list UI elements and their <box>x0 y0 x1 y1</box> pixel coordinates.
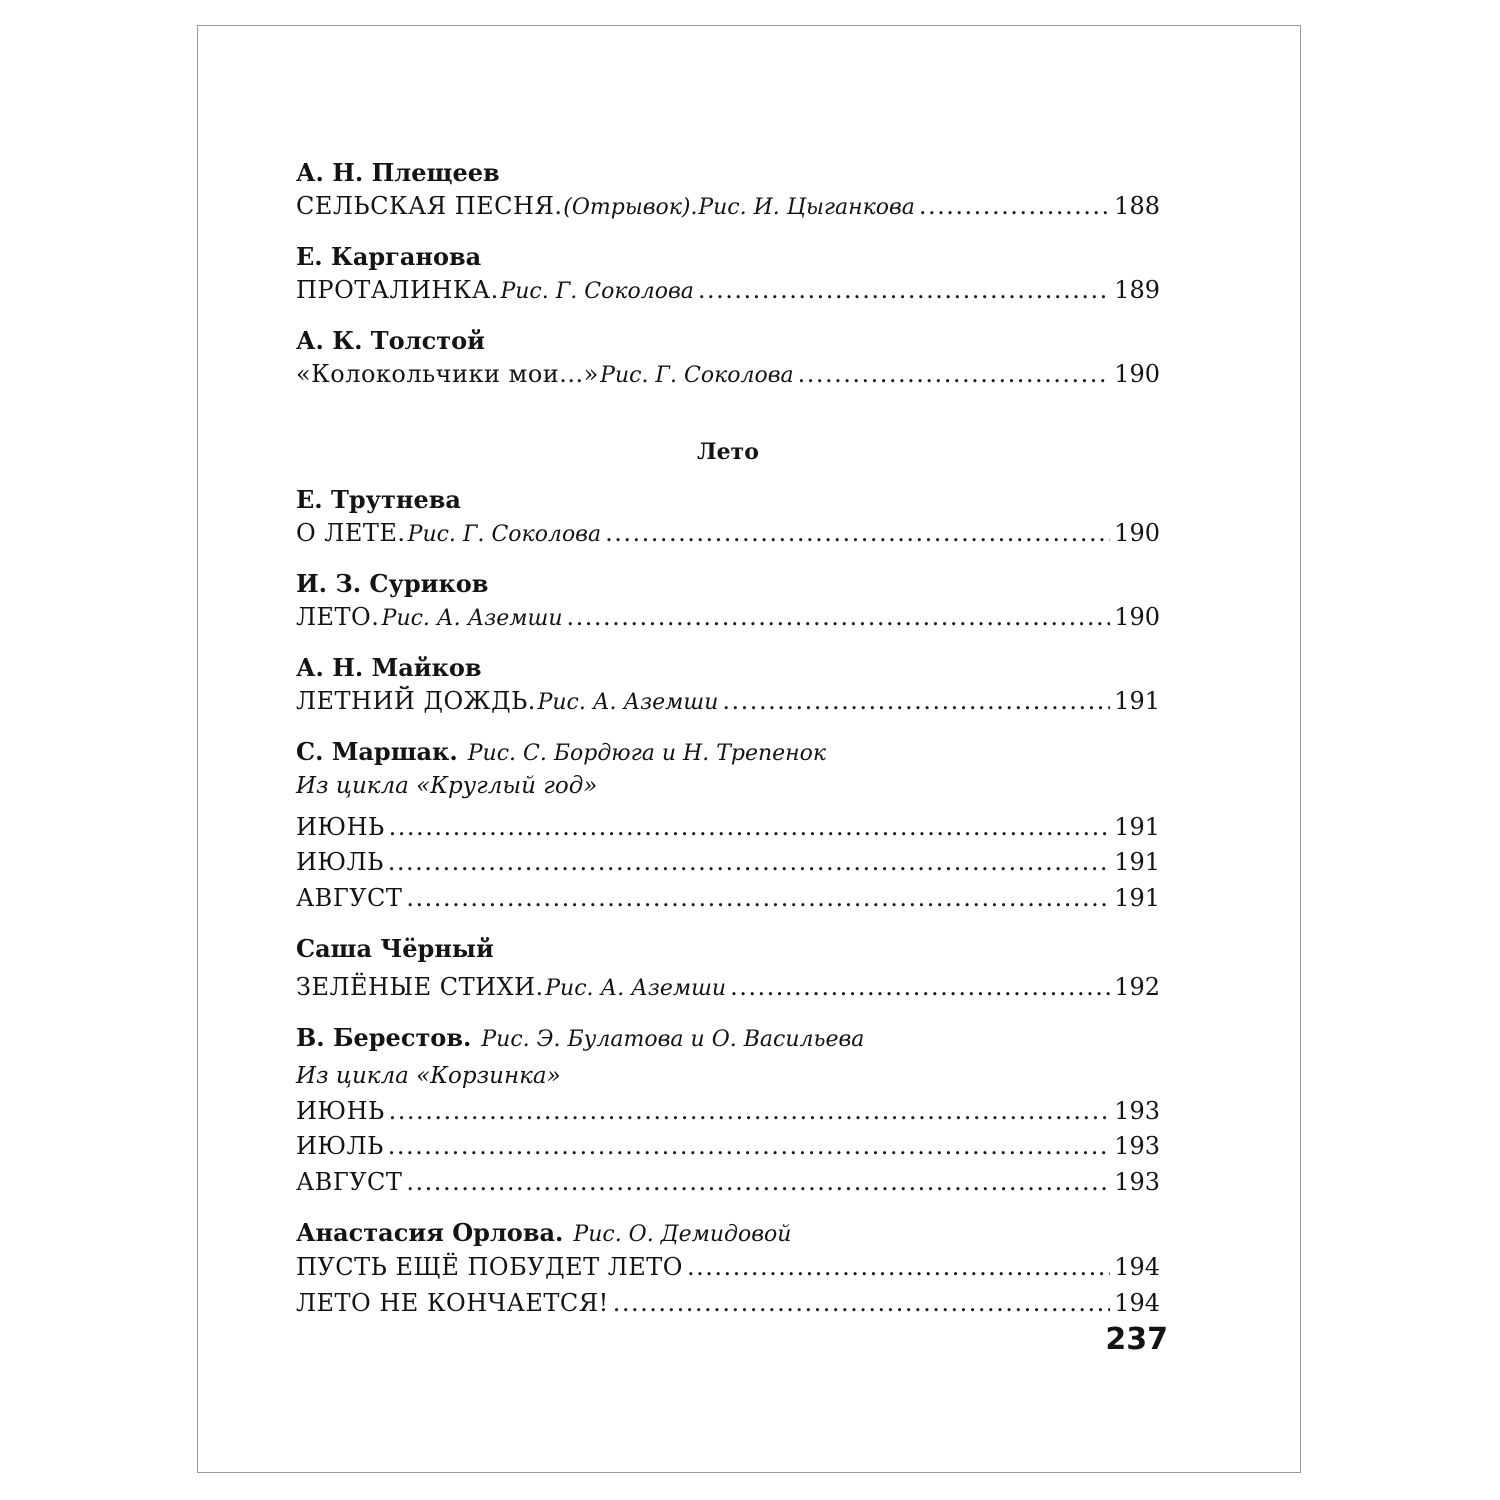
page-ref: 191 <box>1114 884 1160 912</box>
work-title: СЕЛЬСКАЯ ПЕСНЯ. <box>296 192 563 220</box>
illustrator: Рис. А. Аземши <box>381 606 563 631</box>
page-ref: 194 <box>1114 1253 1160 1281</box>
page-ref: 188 <box>1114 192 1160 220</box>
work-title: АВГУСТ <box>296 1168 403 1196</box>
author-label: В. Берестов. <box>296 1023 472 1052</box>
author-name <box>296 934 1160 964</box>
leader-dots <box>388 1131 1110 1161</box>
author-label: И. З. Суриков <box>296 569 489 598</box>
toc-entry[interactable] <box>296 812 1160 842</box>
author-label: С. Маршак. <box>296 737 458 766</box>
leader-dots <box>406 1167 1110 1197</box>
leader-dots <box>722 686 1110 716</box>
leader-dots <box>698 275 1110 305</box>
leader-dots <box>730 972 1110 1002</box>
page-ref: 190 <box>1114 360 1160 388</box>
leader-dots <box>613 1288 1110 1318</box>
illustrator: Рис. О. Демидовой <box>573 1222 792 1247</box>
author-name <box>296 1023 1160 1055</box>
author-label: А. Н. Майков <box>296 653 482 682</box>
toc-entry[interactable] <box>296 518 1160 550</box>
illustrator: Рис. С. Бордюга и Н. Трепенок <box>467 741 827 766</box>
toc-entry[interactable] <box>296 275 1160 307</box>
author-name <box>296 569 1160 599</box>
toc-entry[interactable] <box>296 883 1160 913</box>
work-title: «Колокольчики мои...» <box>296 360 599 388</box>
toc-entry[interactable] <box>296 1131 1160 1161</box>
author-label: Анастасия Орлова. <box>296 1218 564 1247</box>
illustrator: Рис. Г. Соколова <box>407 522 602 547</box>
page-ref: 192 <box>1114 973 1160 1001</box>
page-ref: 193 <box>1114 1097 1160 1125</box>
author-name <box>296 242 1160 272</box>
work-title: ИЮНЬ <box>296 813 385 841</box>
author-name <box>296 653 1160 683</box>
page-ref: 190 <box>1114 519 1160 547</box>
leader-dots <box>406 883 1110 913</box>
author-label: Е. Трутнева <box>296 485 461 514</box>
illustrator: Рис. Г. Соколова <box>600 363 794 388</box>
author-name <box>296 326 1160 356</box>
work-title: АВГУСТ <box>296 884 403 912</box>
page-number: 237 <box>1105 1322 1168 1357</box>
leader-dots <box>919 191 1110 221</box>
author-name <box>296 485 1160 515</box>
page-ref: 191 <box>1114 848 1160 876</box>
leader-dots <box>567 602 1111 632</box>
author-name <box>296 1218 1160 1250</box>
author-name <box>296 158 1160 188</box>
toc-entry[interactable] <box>296 1288 1160 1318</box>
author-label: А. К. Толстой <box>296 326 485 355</box>
illustrator: Рис. И. Цыганкова <box>698 195 915 220</box>
leader-dots <box>389 1096 1111 1126</box>
illustrator: Рис. Г. Соколова <box>500 279 694 304</box>
author-label: Е. Карганова <box>296 242 482 271</box>
page-ref: 191 <box>1114 687 1160 715</box>
work-title: ПУСТЬ ЕЩЁ ПОБУДЕТ ЛЕТО <box>296 1253 683 1281</box>
toc-entry[interactable] <box>296 359 1160 391</box>
leader-dots <box>605 518 1110 548</box>
toc-entry[interactable] <box>296 686 1160 718</box>
author-name <box>296 737 1160 769</box>
work-title: О ЛЕТЕ. <box>296 519 406 547</box>
illustrator: Рис. А. Аземши <box>537 690 719 715</box>
toc-entry[interactable] <box>296 847 1160 877</box>
toc-entry[interactable] <box>296 602 1160 634</box>
leader-dots <box>389 812 1111 842</box>
toc-entry[interactable] <box>296 1096 1160 1126</box>
work-title: ИЮЛЬ <box>296 1132 384 1160</box>
author-label: Саша Чёрный <box>296 934 494 963</box>
leader-dots <box>798 359 1111 389</box>
illustrator: Рис. Э. Булатова и О. Васильева <box>481 1027 865 1052</box>
toc-entry[interactable] <box>296 191 1160 223</box>
cycle-label: Из цикла «Корзинка» <box>296 1063 561 1089</box>
work-title: ПРОТАЛИНКА. <box>296 276 499 304</box>
leader-dots <box>687 1252 1110 1282</box>
toc-entry[interactable] <box>296 1167 1160 1197</box>
work-title: ЛЕТО. <box>296 603 380 631</box>
toc-entry[interactable] <box>296 972 1160 1004</box>
work-note: (Отрывок). <box>563 195 698 220</box>
illustrator: Рис. А. Аземши <box>545 976 727 1001</box>
page-ref: 190 <box>1114 603 1160 631</box>
cycle-title <box>296 771 1160 801</box>
work-title: ИЮЛЬ <box>296 848 384 876</box>
toc-entry[interactable] <box>296 1252 1160 1282</box>
cycle-title <box>296 1061 1160 1091</box>
page-ref: 193 <box>1114 1168 1160 1196</box>
page-ref: 191 <box>1114 813 1160 841</box>
work-title: ЛЕТНИЙ ДОЖДЬ. <box>296 687 536 715</box>
page-ref: 194 <box>1114 1289 1160 1317</box>
work-title: ИЮНЬ <box>296 1097 385 1125</box>
section-heading: Лето <box>697 439 759 465</box>
work-title: ЛЕТО НЕ КОНЧАЕТСЯ! <box>296 1289 609 1317</box>
leader-dots <box>388 847 1110 877</box>
page-ref: 189 <box>1114 276 1160 304</box>
author-label: А. Н. Плещеев <box>296 158 500 187</box>
cycle-label: Из цикла «Круглый год» <box>296 773 598 799</box>
work-title: ЗЕЛЁНЫЕ СТИХИ. <box>296 973 544 1001</box>
page-ref: 193 <box>1114 1132 1160 1160</box>
